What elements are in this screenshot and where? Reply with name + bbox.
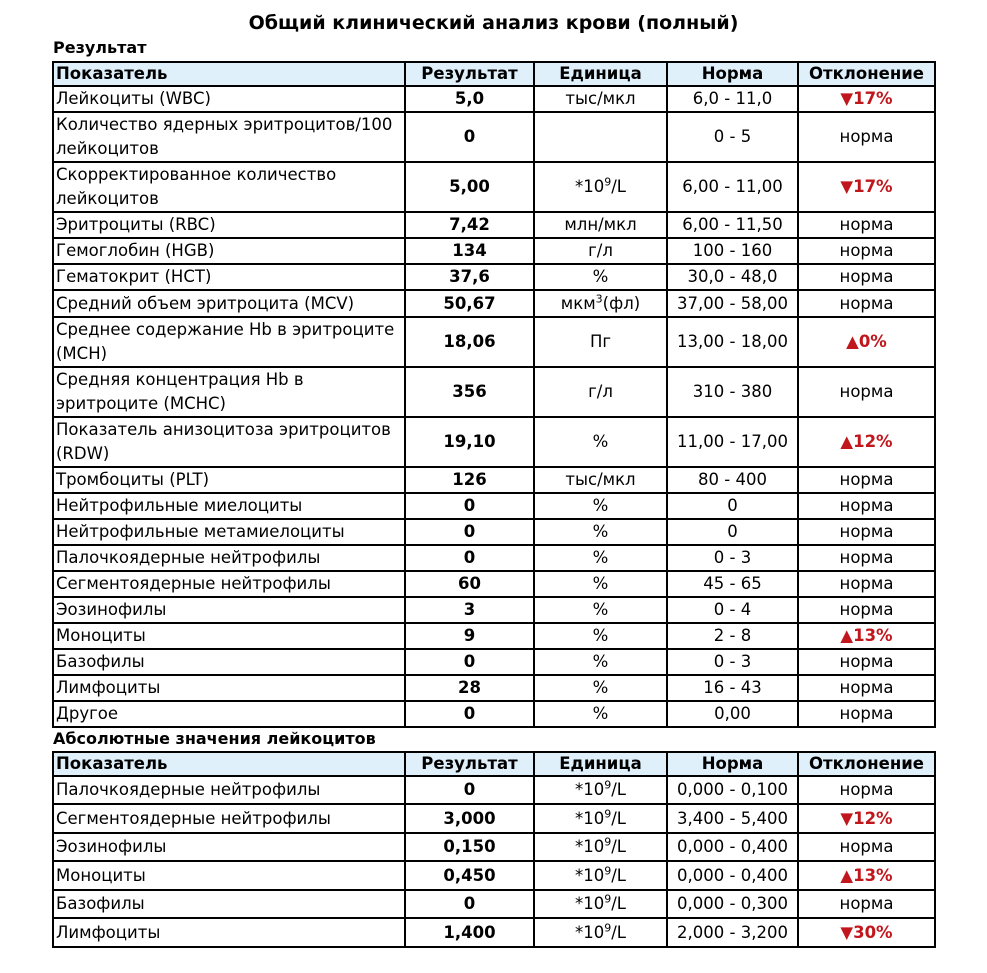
deviation-cell: ▲13% (798, 861, 935, 890)
table-row (53, 367, 935, 417)
indicator-name: Скорректированное количество лейкоцитов (53, 162, 405, 212)
norm-range: 0 - 3 (667, 649, 798, 675)
norm-range: 0 (667, 519, 798, 545)
norm-range: 0,00 (667, 701, 798, 727)
unit-cell: % (534, 519, 667, 545)
norm-range: 0 - 4 (667, 597, 798, 623)
exponent: 9 (604, 175, 612, 189)
indicator-name: Палочкоядерные нейтрофилы (53, 776, 405, 804)
table-row (53, 545, 935, 571)
indicator-name: Средняя концентрация Hb в эритроците (MCHC) (53, 367, 405, 417)
column-header-deviation: Отклонение (798, 62, 935, 86)
indicator-name: Эозинофилы (53, 833, 405, 861)
unit-cell: $*10^9/L$ (534, 890, 667, 918)
indicator-name: Лейкоциты (WBC) (53, 86, 405, 112)
table-row (53, 238, 935, 264)
table-row (53, 890, 935, 918)
result-value: 0 (405, 776, 534, 804)
unit-cell: % (534, 571, 667, 597)
results-table-body (53, 86, 935, 727)
column-header-deviation: Отклонение (798, 752, 935, 776)
norm-range: 45 - 65 (667, 571, 798, 597)
unit-cell: тыс/мкл (534, 467, 667, 493)
column-header-name: Показатель (53, 62, 405, 86)
table-row (53, 675, 935, 701)
result-value: 356 (405, 367, 534, 417)
unit-cell: г/л (534, 238, 667, 264)
indicator-name: Эритроциты (RBC) (53, 212, 405, 238)
deviation-cell: норма (798, 890, 935, 918)
table-row (53, 833, 935, 861)
indicator-name: Моноциты (53, 623, 405, 649)
unit-cell: % (534, 649, 667, 675)
indicator-name: Сегментоядерные нейтрофилы (53, 804, 405, 833)
column-header-norm: Норма (667, 62, 798, 86)
norm-range: 0 - 5 (667, 112, 798, 162)
table-row (53, 493, 935, 519)
deviation-cell: норма (798, 367, 935, 417)
deviation-cell: норма (798, 649, 935, 675)
indicator-name: Лимфоциты (53, 675, 405, 701)
column-header-norm: Норма (667, 752, 798, 776)
table-row (53, 776, 935, 804)
result-value: 3 (405, 597, 534, 623)
norm-range: 16 - 43 (667, 675, 798, 701)
table-row (53, 467, 935, 493)
norm-range: 100 - 160 (667, 238, 798, 264)
result-value: 0 (405, 545, 534, 571)
unit-cell: % (534, 417, 667, 467)
deviation-cell: норма (798, 701, 935, 727)
indicator-name: Палочкоядерные нейтрофилы (53, 545, 405, 571)
result-value: 9 (405, 623, 534, 649)
result-value: 0 (405, 649, 534, 675)
result-value: 0 (405, 112, 534, 162)
result-value: 50,67 (405, 290, 534, 317)
result-value: 1,400 (405, 918, 534, 947)
norm-range: 0,000 - 0,100 (667, 776, 798, 804)
norm-range: 310 - 380 (667, 367, 798, 417)
indicator-name: Сегментоядерные нейтрофилы (53, 571, 405, 597)
result-value: 28 (405, 675, 534, 701)
exponent: 9 (604, 778, 612, 792)
deviation-cell: ▼17% (798, 162, 935, 212)
deviation-cell: ▲13% (798, 623, 935, 649)
indicator-name: Количество ядерных эритроцитов/100 лейкоцитов (53, 112, 405, 162)
indicator-name: Базофилы (53, 890, 405, 918)
table-header-row (53, 752, 935, 776)
deviation-cell: ▼17% (798, 86, 935, 112)
deviation-cell: норма (798, 519, 935, 545)
indicator-name: Тромбоциты (PLT) (53, 467, 405, 493)
results-table (52, 61, 936, 728)
result-value: 3,000 (405, 804, 534, 833)
unit-cell: % (534, 264, 667, 290)
result-value: 134 (405, 238, 534, 264)
column-header-name: Показатель (53, 752, 405, 776)
exponent: 9 (604, 864, 612, 877)
result-value: 0 (405, 493, 534, 519)
norm-range: 80 - 400 (667, 467, 798, 493)
deviation-cell: норма (798, 238, 935, 264)
result-value: 5,00 (405, 162, 534, 212)
unit-cell: $*10^9/L$ (534, 861, 667, 890)
norm-range: 0 - 3 (667, 545, 798, 571)
unit-cell: $*10^9/L$ (534, 776, 667, 804)
deviation-cell: ▲12% (798, 417, 935, 467)
exponent: 9 (604, 892, 612, 906)
result-value: 5,0 (405, 86, 534, 112)
norm-range: 11,00 - 17,00 (667, 417, 798, 467)
result-value: 0,150 (405, 833, 534, 861)
deviation-cell: норма (798, 675, 935, 701)
result-value: 0,450 (405, 861, 534, 890)
unit-cell: г/л (534, 367, 667, 417)
result-value: 60 (405, 571, 534, 597)
norm-range: 30,0 - 48,0 (667, 264, 798, 290)
unit-cell: млн/мкл (534, 212, 667, 238)
deviation-cell: норма (798, 264, 935, 290)
column-header-unit: Единица (534, 752, 667, 776)
indicator-name: Гематокрит (HCT) (53, 264, 405, 290)
deviation-cell: норма (798, 212, 935, 238)
indicator-name: Эозинофилы (53, 597, 405, 623)
deviation-cell: норма (798, 597, 935, 623)
result-value: 0 (405, 519, 534, 545)
table-row (53, 519, 935, 545)
norm-range: 6,00 - 11,00 (667, 162, 798, 212)
indicator-name: Средний объем эритроцита (MCV) (53, 290, 405, 317)
norm-range: 2 - 8 (667, 623, 798, 649)
absolute-values-table (52, 751, 936, 948)
table-row (53, 597, 935, 623)
section-title-results: Результат (53, 38, 147, 57)
deviation-cell: норма (798, 467, 935, 493)
table-row (53, 649, 935, 675)
result-value: 18,06 (405, 317, 534, 367)
exponent: 9 (604, 835, 612, 849)
norm-range: 37,00 - 58,00 (667, 290, 798, 317)
table-row (53, 804, 935, 833)
indicator-name: Базофилы (53, 649, 405, 675)
report-title: Общий клинический анализ крови (полный) (248, 12, 739, 34)
table-header-row (53, 62, 935, 86)
deviation-cell: норма (798, 290, 935, 317)
deviation-cell: ▼12% (798, 804, 935, 833)
result-value: 0 (405, 890, 534, 918)
table-row (53, 317, 935, 367)
norm-range: 6,0 - 11,0 (667, 86, 798, 112)
unit-cell: мкм$^3$(фл) (534, 290, 667, 317)
result-value: 126 (405, 467, 534, 493)
table-row (53, 264, 935, 290)
indicator-name: Показатель анизоцитоза эритроцитов (RDW) (53, 417, 405, 467)
indicator-name: Лимфоциты (53, 918, 405, 947)
table-row (53, 701, 935, 727)
norm-range: 3,400 - 5,400 (667, 804, 798, 833)
unit-cell (534, 112, 667, 162)
table-row (53, 212, 935, 238)
unit-cell: $*10^9/L$ (534, 918, 667, 947)
deviation-cell: норма (798, 493, 935, 519)
table-row (53, 571, 935, 597)
deviation-cell: норма (798, 571, 935, 597)
column-header-unit: Единица (534, 62, 667, 86)
absolute-table-body (53, 776, 935, 947)
table-row (53, 112, 935, 162)
unit-cell: $*10^9/L$ (534, 833, 667, 861)
column-header-result: Результат (405, 62, 534, 86)
result-value: 37,6 (405, 264, 534, 290)
unit-cell: % (534, 701, 667, 727)
unit-cell: % (534, 545, 667, 571)
deviation-cell: норма (798, 776, 935, 804)
norm-range: 2,000 - 3,200 (667, 918, 798, 947)
norm-range: 0,000 - 0,300 (667, 890, 798, 918)
indicator-name: Моноциты (53, 861, 405, 890)
deviation-cell: ▲0% (798, 317, 935, 367)
norm-range: 0,000 - 0,400 (667, 861, 798, 890)
norm-range: 0 (667, 493, 798, 519)
deviation-cell: норма (798, 112, 935, 162)
table-row (53, 623, 935, 649)
result-value: 7,42 (405, 212, 534, 238)
table-row (53, 417, 935, 467)
table-row (53, 918, 935, 947)
exponent: 9 (604, 921, 612, 934)
table-row (53, 290, 935, 317)
table-row (53, 861, 935, 890)
indicator-name: Нейтрофильные метамиелоциты (53, 519, 405, 545)
indicator-name: Среднее содержание Hb в эритроците (MCH) (53, 317, 405, 367)
deviation-cell: норма (798, 833, 935, 861)
result-value: 19,10 (405, 417, 534, 467)
unit-cell: % (534, 675, 667, 701)
norm-range: 6,00 - 11,50 (667, 212, 798, 238)
result-value: 0 (405, 701, 534, 727)
unit-cell: $*10^9/L$ (534, 162, 667, 212)
norm-range: 13,00 - 18,00 (667, 317, 798, 367)
exponent: 9 (604, 807, 612, 820)
indicator-name: Гемоглобин (HGB) (53, 238, 405, 264)
unit-cell: % (534, 493, 667, 519)
deviation-cell: ▼30% (798, 918, 935, 947)
unit-cell: Пг (534, 317, 667, 367)
table-row (53, 162, 935, 212)
unit-cell: тыс/мкл (534, 86, 667, 112)
exponent: 3 (595, 292, 603, 305)
indicator-name: Нейтрофильные миелоциты (53, 493, 405, 519)
norm-range: 0,000 - 0,400 (667, 833, 798, 861)
indicator-name: Другое (53, 701, 405, 727)
column-header-result: Результат (405, 752, 534, 776)
table-row (53, 86, 935, 112)
unit-cell: $*10^9/L$ (534, 804, 667, 833)
unit-cell: % (534, 597, 667, 623)
section-title-absolute: Абсолютные значения лейкоцитов (53, 729, 376, 748)
unit-cell: % (534, 623, 667, 649)
deviation-cell: норма (798, 545, 935, 571)
